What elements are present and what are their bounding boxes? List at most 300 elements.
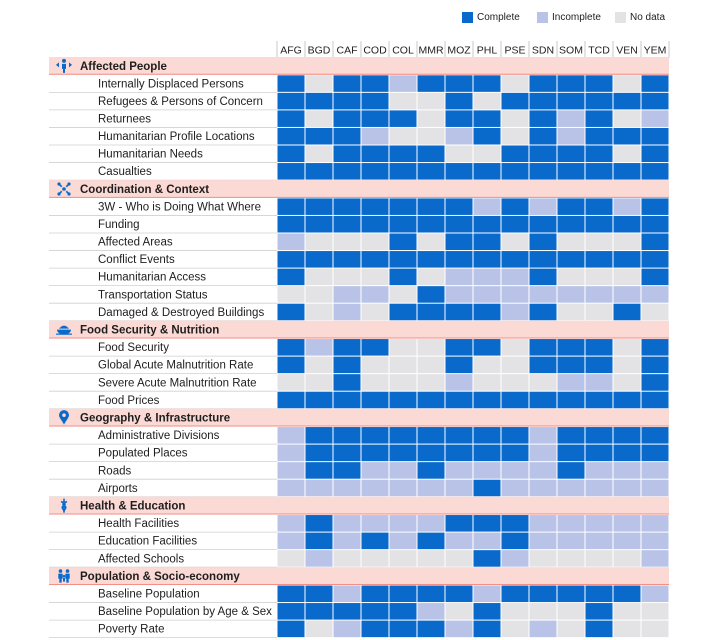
- row-label: Administrative Divisions: [98, 430, 220, 443]
- column-label-pse: PSE: [504, 44, 526, 57]
- cell-moz: [446, 603, 473, 620]
- cell-cod: [362, 445, 389, 462]
- cell-sdn: [530, 286, 557, 303]
- cell-som: [558, 392, 585, 409]
- heatmap-row: [49, 216, 669, 233]
- cell-phl: [474, 339, 501, 356]
- cell-yem: [642, 234, 669, 251]
- cell-moz: [446, 146, 473, 163]
- cell-yem: [642, 269, 669, 286]
- heatmap-row: [49, 110, 669, 127]
- cell-sdn: [530, 550, 557, 567]
- cell-col: [390, 216, 417, 233]
- cell-som: [558, 146, 585, 163]
- cell-phl: [474, 216, 501, 233]
- cell-pse: [502, 234, 529, 251]
- cell-phl: [474, 286, 501, 303]
- cell-mmr: [418, 251, 445, 268]
- heatmap-row: [49, 392, 669, 409]
- cell-mmr: [418, 445, 445, 462]
- cell-yem: [642, 533, 669, 550]
- cell-cod: [362, 234, 389, 251]
- cell-bgd: [306, 93, 333, 110]
- cell-bgd: [306, 445, 333, 462]
- cell-sdn: [530, 163, 557, 180]
- cell-sdn: [530, 234, 557, 251]
- legend-label-no-data: No data: [630, 12, 666, 23]
- cell-pse: [502, 163, 529, 180]
- cell-sdn: [530, 603, 557, 620]
- column-label-afg: AFG: [280, 44, 302, 57]
- cell-mmr: [418, 216, 445, 233]
- cell-yem: [642, 445, 669, 462]
- cell-caf: [334, 392, 361, 409]
- column-label-moz: MOZ: [447, 44, 471, 57]
- row-label: Refugees & Persons of Concern: [98, 95, 263, 108]
- column-label-cod: COD: [363, 44, 387, 57]
- cell-moz: [446, 427, 473, 444]
- column-label-yem: YEM: [643, 44, 667, 57]
- heatmap-row: [49, 75, 669, 92]
- cell-som: [558, 374, 585, 391]
- category-label: Health & Education: [80, 500, 186, 513]
- cell-phl: [474, 110, 501, 127]
- cell-sdn: [530, 374, 557, 391]
- cell-pse: [502, 586, 529, 603]
- cell-mmr: [418, 146, 445, 163]
- cell-tcd: [586, 216, 613, 233]
- cell-col: [390, 392, 417, 409]
- cell-yem: [642, 515, 669, 532]
- cell-sdn: [530, 251, 557, 268]
- cell-mmr: [418, 515, 445, 532]
- cell-phl: [474, 75, 501, 92]
- cell-phl: [474, 586, 501, 603]
- cell-mmr: [418, 427, 445, 444]
- column-label-mmr: MMR: [418, 44, 444, 57]
- column-label-sdn: SDN: [531, 44, 555, 57]
- cell-phl: [474, 163, 501, 180]
- cell-ven: [614, 75, 641, 92]
- cell-bgd: [306, 216, 333, 233]
- cell-pse: [502, 533, 529, 550]
- cell-phl: [474, 480, 501, 497]
- heatmap-row: [49, 374, 669, 391]
- cell-col: [390, 586, 417, 603]
- cell-tcd: [586, 163, 613, 180]
- cell-caf: [334, 304, 361, 321]
- heatmap-row: [49, 269, 669, 286]
- cell-yem: [642, 251, 669, 268]
- cell-ven: [614, 234, 641, 251]
- cell-afg: [278, 427, 305, 444]
- cell-afg: [278, 462, 305, 479]
- cell-sdn: [530, 146, 557, 163]
- heatmap-row: [49, 286, 669, 303]
- category-label: Food Security & Nutrition: [80, 324, 220, 337]
- cell-col: [390, 427, 417, 444]
- cell-caf: [334, 550, 361, 567]
- cell-cod: [362, 163, 389, 180]
- cell-yem: [642, 75, 669, 92]
- row-label: Damaged & Destroyed Buildings: [98, 306, 265, 319]
- cell-ven: [614, 427, 641, 444]
- cell-bgd: [306, 392, 333, 409]
- cell-bgd: [306, 110, 333, 127]
- cell-som: [558, 234, 585, 251]
- cell-tcd: [586, 304, 613, 321]
- cell-cod: [362, 198, 389, 215]
- row-label: Internally Displaced Persons: [98, 78, 244, 91]
- category-section: [49, 180, 669, 321]
- cell-mmr: [418, 462, 445, 479]
- cell-caf: [334, 480, 361, 497]
- cell-som: [558, 533, 585, 550]
- cell-phl: [474, 533, 501, 550]
- cell-caf: [334, 163, 361, 180]
- cell-pse: [502, 128, 529, 145]
- cell-col: [390, 75, 417, 92]
- cell-caf: [334, 269, 361, 286]
- cell-bgd: [306, 198, 333, 215]
- cell-sdn: [530, 110, 557, 127]
- column-label-som: SOM: [559, 44, 583, 57]
- cell-afg: [278, 445, 305, 462]
- cell-cod: [362, 269, 389, 286]
- cell-col: [390, 146, 417, 163]
- cell-col: [390, 339, 417, 356]
- cell-som: [558, 163, 585, 180]
- cell-afg: [278, 251, 305, 268]
- cell-yem: [642, 339, 669, 356]
- cell-col: [390, 533, 417, 550]
- cell-bgd: [306, 146, 333, 163]
- heatmap-row: [49, 462, 669, 479]
- heatmap-row: [49, 163, 669, 180]
- row-label: Roads: [98, 465, 132, 478]
- cell-yem: [642, 374, 669, 391]
- cell-col: [390, 550, 417, 567]
- cell-moz: [446, 550, 473, 567]
- cell-col: [390, 198, 417, 215]
- cell-caf: [334, 93, 361, 110]
- cell-caf: [334, 128, 361, 145]
- cell-som: [558, 603, 585, 620]
- cell-caf: [334, 75, 361, 92]
- legend-label-incomplete: Incomplete: [552, 12, 601, 23]
- cell-cod: [362, 304, 389, 321]
- cell-afg: [278, 533, 305, 550]
- cell-ven: [614, 392, 641, 409]
- cell-cod: [362, 110, 389, 127]
- cell-col: [390, 93, 417, 110]
- cell-bgd: [306, 234, 333, 251]
- cell-ven: [614, 445, 641, 462]
- cell-pse: [502, 286, 529, 303]
- cell-moz: [446, 251, 473, 268]
- cell-som: [558, 128, 585, 145]
- cell-caf: [334, 621, 361, 638]
- cell-bgd: [306, 603, 333, 620]
- cell-caf: [334, 216, 361, 233]
- cell-pse: [502, 392, 529, 409]
- cell-sdn: [530, 480, 557, 497]
- cell-cod: [362, 392, 389, 409]
- cell-caf: [334, 110, 361, 127]
- cell-phl: [474, 128, 501, 145]
- cell-mmr: [418, 621, 445, 638]
- cell-moz: [446, 339, 473, 356]
- cell-col: [390, 286, 417, 303]
- cell-moz: [446, 75, 473, 92]
- cell-tcd: [586, 146, 613, 163]
- cell-ven: [614, 533, 641, 550]
- cell-pse: [502, 427, 529, 444]
- cell-mmr: [418, 533, 445, 550]
- cell-afg: [278, 550, 305, 567]
- cell-sdn: [530, 216, 557, 233]
- cell-caf: [334, 234, 361, 251]
- cell-caf: [334, 198, 361, 215]
- cell-mmr: [418, 198, 445, 215]
- cell-ven: [614, 374, 641, 391]
- cell-mmr: [418, 357, 445, 374]
- row-label: Global Acute Malnutrition Rate: [98, 359, 254, 372]
- cell-tcd: [586, 93, 613, 110]
- cell-phl: [474, 198, 501, 215]
- cell-som: [558, 110, 585, 127]
- cell-pse: [502, 146, 529, 163]
- cell-som: [558, 269, 585, 286]
- category-section: [49, 321, 669, 409]
- cell-tcd: [586, 75, 613, 92]
- cell-col: [390, 374, 417, 391]
- cell-som: [558, 586, 585, 603]
- cell-caf: [334, 462, 361, 479]
- cell-caf: [334, 515, 361, 532]
- cell-col: [390, 603, 417, 620]
- cell-yem: [642, 357, 669, 374]
- cell-moz: [446, 533, 473, 550]
- cell-som: [558, 480, 585, 497]
- cell-col: [390, 128, 417, 145]
- row-label: Conflict Events: [98, 254, 175, 267]
- row-label: Airports: [98, 482, 138, 495]
- cell-phl: [474, 93, 501, 110]
- cell-mmr: [418, 586, 445, 603]
- cell-phl: [474, 357, 501, 374]
- cell-afg: [278, 392, 305, 409]
- cell-som: [558, 427, 585, 444]
- row-label: Affected Areas: [98, 236, 173, 249]
- cell-ven: [614, 621, 641, 638]
- cell-caf: [334, 339, 361, 356]
- cell-pse: [502, 462, 529, 479]
- cell-cod: [362, 586, 389, 603]
- cell-pse: [502, 374, 529, 391]
- cell-cod: [362, 462, 389, 479]
- cell-afg: [278, 234, 305, 251]
- row-label: Health Facilities: [98, 518, 180, 531]
- cell-yem: [642, 216, 669, 233]
- cell-ven: [614, 216, 641, 233]
- cell-mmr: [418, 110, 445, 127]
- cell-som: [558, 621, 585, 638]
- cell-moz: [446, 586, 473, 603]
- cell-caf: [334, 357, 361, 374]
- cell-cod: [362, 339, 389, 356]
- cell-pse: [502, 550, 529, 567]
- cell-sdn: [530, 304, 557, 321]
- row-label: Humanitarian Access: [98, 271, 207, 284]
- cell-tcd: [586, 462, 613, 479]
- cell-moz: [446, 110, 473, 127]
- cell-sdn: [530, 357, 557, 374]
- cell-yem: [642, 462, 669, 479]
- heatmap-row: [49, 550, 669, 567]
- cell-yem: [642, 603, 669, 620]
- column-label-tcd: TCD: [588, 44, 610, 57]
- heatmap-row: [49, 480, 669, 497]
- cell-tcd: [586, 603, 613, 620]
- cell-col: [390, 515, 417, 532]
- cell-som: [558, 445, 585, 462]
- cell-cod: [362, 357, 389, 374]
- cell-moz: [446, 128, 473, 145]
- cell-phl: [474, 515, 501, 532]
- cell-pse: [502, 515, 529, 532]
- cell-phl: [474, 427, 501, 444]
- category-section: [49, 567, 669, 637]
- cell-cod: [362, 427, 389, 444]
- cell-afg: [278, 75, 305, 92]
- cell-som: [558, 75, 585, 92]
- cell-bgd: [306, 357, 333, 374]
- cell-tcd: [586, 339, 613, 356]
- heatmap-row: [49, 146, 669, 163]
- cell-yem: [642, 621, 669, 638]
- cell-tcd: [586, 269, 613, 286]
- cell-cod: [362, 603, 389, 620]
- cell-bgd: [306, 533, 333, 550]
- cell-tcd: [586, 550, 613, 567]
- cell-sdn: [530, 586, 557, 603]
- cell-mmr: [418, 304, 445, 321]
- cell-col: [390, 110, 417, 127]
- cell-som: [558, 216, 585, 233]
- cell-som: [558, 93, 585, 110]
- cell-som: [558, 251, 585, 268]
- cell-moz: [446, 234, 473, 251]
- cell-col: [390, 163, 417, 180]
- cell-ven: [614, 286, 641, 303]
- cell-cod: [362, 93, 389, 110]
- category-label: Affected People: [80, 60, 167, 73]
- cell-bgd: [306, 427, 333, 444]
- cell-caf: [334, 427, 361, 444]
- cell-pse: [502, 198, 529, 215]
- row-label: Food Prices: [98, 394, 160, 407]
- cell-mmr: [418, 603, 445, 620]
- cell-cod: [362, 515, 389, 532]
- cell-tcd: [586, 251, 613, 268]
- cell-ven: [614, 251, 641, 268]
- cell-cod: [362, 480, 389, 497]
- cell-yem: [642, 392, 669, 409]
- category-section: [49, 57, 669, 180]
- cell-col: [390, 269, 417, 286]
- legend-label-complete: Complete: [477, 12, 520, 23]
- cell-bgd: [306, 550, 333, 567]
- row-label: Baseline Population: [98, 588, 200, 601]
- cell-caf: [334, 251, 361, 268]
- cell-som: [558, 304, 585, 321]
- cell-phl: [474, 234, 501, 251]
- heatmap-row: [49, 586, 669, 603]
- cell-som: [558, 286, 585, 303]
- cell-pse: [502, 269, 529, 286]
- heatmap-row: [49, 198, 669, 215]
- cell-bgd: [306, 163, 333, 180]
- cell-yem: [642, 480, 669, 497]
- cell-phl: [474, 621, 501, 638]
- cell-caf: [334, 603, 361, 620]
- heatmap-row: [49, 445, 669, 462]
- cell-mmr: [418, 93, 445, 110]
- cell-sdn: [530, 445, 557, 462]
- cell-tcd: [586, 392, 613, 409]
- cell-bgd: [306, 480, 333, 497]
- category-label: Coordination & Context: [80, 183, 210, 196]
- cell-phl: [474, 550, 501, 567]
- cell-som: [558, 462, 585, 479]
- cell-yem: [642, 304, 669, 321]
- cell-cod: [362, 374, 389, 391]
- cell-mmr: [418, 163, 445, 180]
- cell-bgd: [306, 128, 333, 145]
- cell-tcd: [586, 374, 613, 391]
- cell-sdn: [530, 462, 557, 479]
- heatmap-row: [49, 251, 669, 268]
- cell-som: [558, 550, 585, 567]
- cell-afg: [278, 128, 305, 145]
- cell-cod: [362, 550, 389, 567]
- cell-cod: [362, 146, 389, 163]
- cell-ven: [614, 198, 641, 215]
- cell-col: [390, 445, 417, 462]
- cell-yem: [642, 586, 669, 603]
- cell-ven: [614, 110, 641, 127]
- cell-mmr: [418, 286, 445, 303]
- row-label: Casualties: [98, 166, 152, 179]
- cell-mmr: [418, 128, 445, 145]
- cell-afg: [278, 357, 305, 374]
- column-label-caf: CAF: [336, 44, 358, 57]
- cell-moz: [446, 304, 473, 321]
- cell-tcd: [586, 198, 613, 215]
- cell-tcd: [586, 445, 613, 462]
- cell-cod: [362, 128, 389, 145]
- cell-tcd: [586, 515, 613, 532]
- row-label: Transportation Status: [98, 289, 208, 302]
- heatmap-row: [49, 93, 669, 110]
- cell-moz: [446, 198, 473, 215]
- row-label: Baseline Population by Age & Sex: [98, 606, 272, 619]
- cell-moz: [446, 286, 473, 303]
- cell-phl: [474, 304, 501, 321]
- cell-moz: [446, 515, 473, 532]
- cell-ven: [614, 339, 641, 356]
